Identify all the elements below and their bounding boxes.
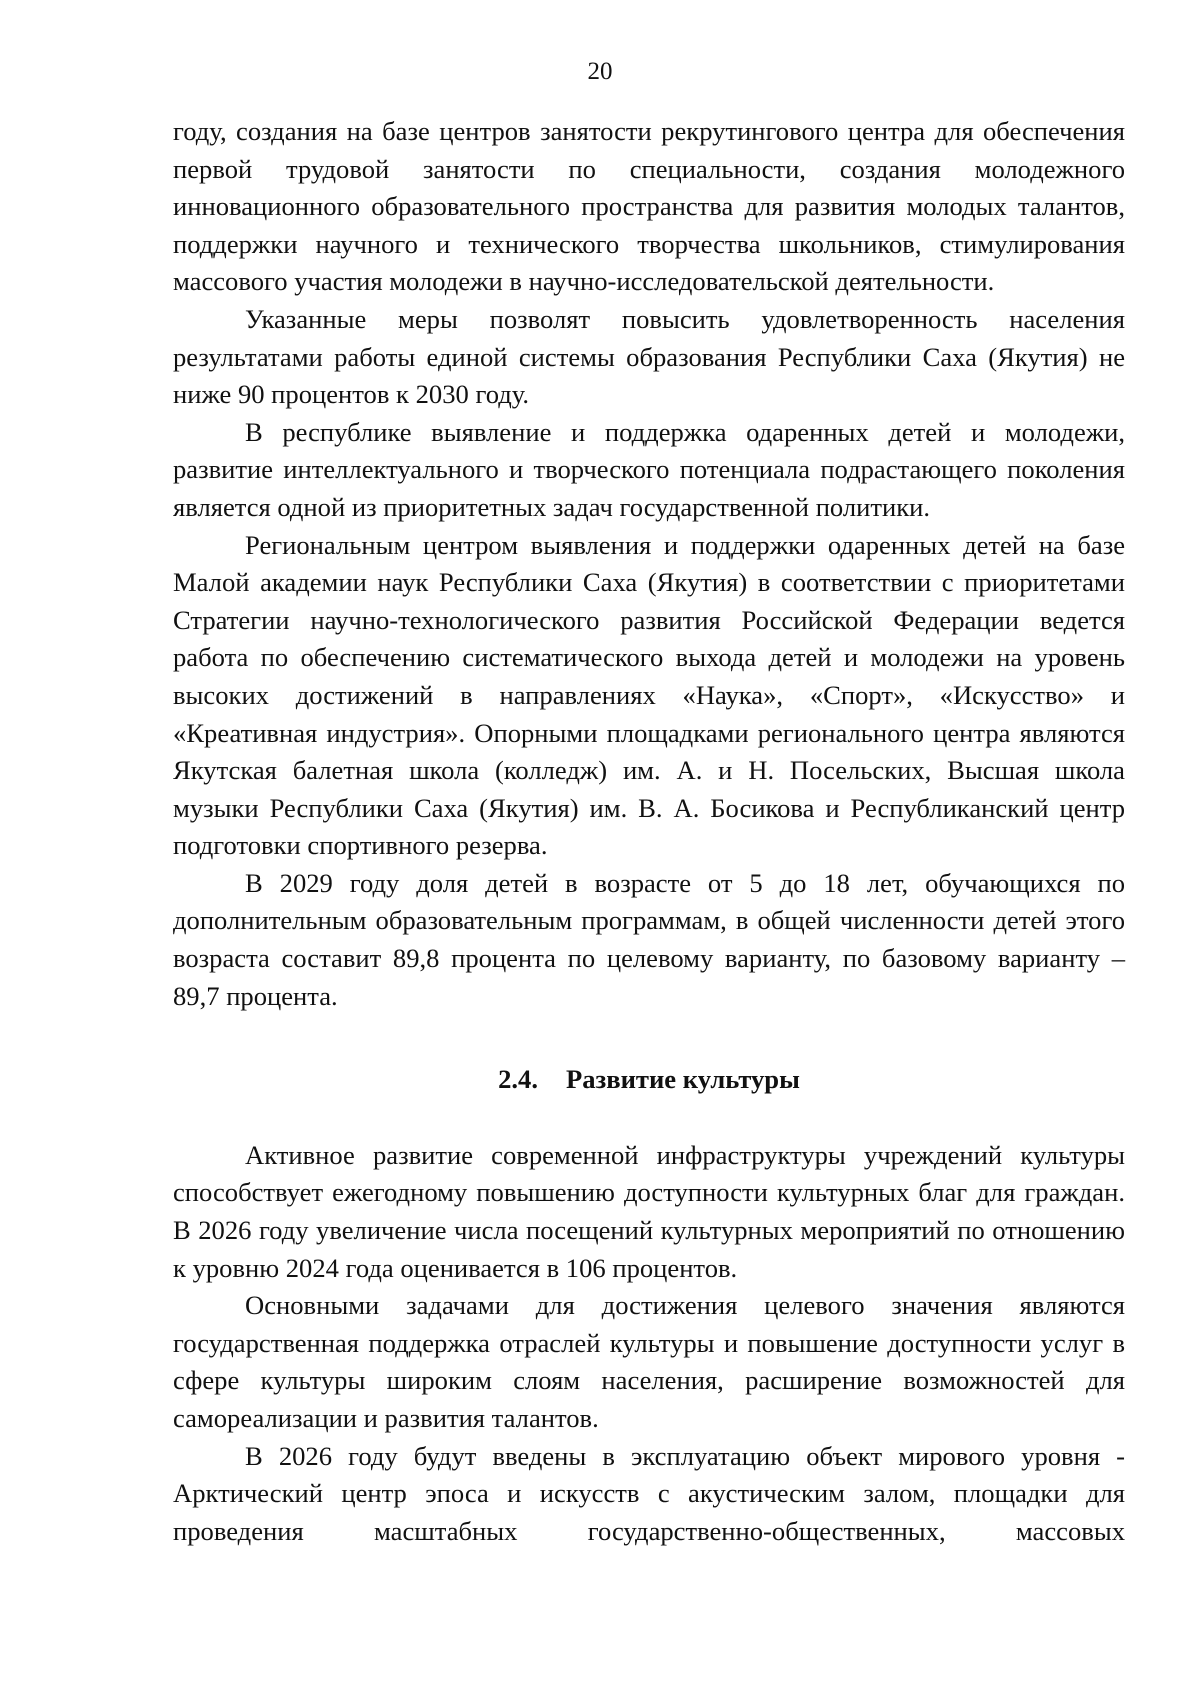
- paragraph-satisfaction: Указанные меры позволят повысить удовлетворенность населения результатами работы единой системы образования Республики Саха (Якутия) не ниже 90 процентов к 2030 году.: [173, 303, 1125, 410]
- section-title: Развитие культуры: [566, 1064, 800, 1095]
- paragraph-regional-center: Региональным центром выявления и поддержки одаренных детей на базе Малой академии наук Республики Саха (Якутия) в соответствии с приоритетами Стратегии научно-технологического развития Российской Федерации ведется работа по обеспечению систематического выхода детей и молодежи на уровень высоких достижений в направлениях «Наука», «Спорт», «Искусство» и «Креативная индустрия». Опорными площадками регионального центра являются Якутская балетная школа (колледж) им. А. и Н. Посельских, Высшая школа музыки Республики Саха (Якутия) им. В. А. Босикова и Республиканский центр подготовки спортивного резерва.: [173, 529, 1125, 861]
- paragraph-additional-education: В 2029 году доля детей в возрасте от 5 до 18 лет, обучающихся по дополнительным образовательным программам, в общей численности детей этого возраста составит 89,8 процента по целевому варианту, по базовому варианту – 89,7 процента.: [173, 867, 1125, 1011]
- page-number: 20: [587, 58, 613, 85]
- paragraph-gifted-children: В республике выявление и поддержка одаренных детей и молодежи, развитие интеллектуального и творческого потенциала подрастающего поколения является одной из приоритетных задач государственной политики.: [173, 416, 1125, 522]
- paragraph-arctic-center: В 2026 году будут введены в эксплуатацию объект мирового уровня - Арктический центр эпоса и искусств с акустическим залом, площадки для проведения масштабных государственно-общественных, массовых: [173, 1440, 1125, 1546]
- section-heading: [173, 1015, 1125, 1137]
- paragraph-culture-tasks: Основными задачами для достижения целевого значения являются государственная поддержка отраслей культуры и повышение доступности услуг в сфере культуры широким слоям населения, расширение возможностей для самореализации и развития талантов.: [173, 1290, 1125, 1433]
- paragraph-culture-infrastructure: Активное развитие современной инфраструктуры учреждений культуры способствует ежегодному повышению доступности культурных благ для граждан. В 2026 году увеличение числа посещений культурных мероприятий по отношению к уровню 2024 года оценивается в 106 процентов.: [173, 1139, 1125, 1283]
- document-body: [173, 113, 1125, 1550]
- section-number: 2.4.: [498, 1064, 538, 1095]
- paragraph-continuation: году, создания на базе центров занятости рекрутингового центра для обеспечения первой трудовой занятости по специальности, создания молодежного инновационного образовательного пространства для развития молодых талантов, поддержки научного и технического творчества школьников, стимулирования массового участия молодежи в научно-исследовательской деятельности.: [173, 116, 1125, 297]
